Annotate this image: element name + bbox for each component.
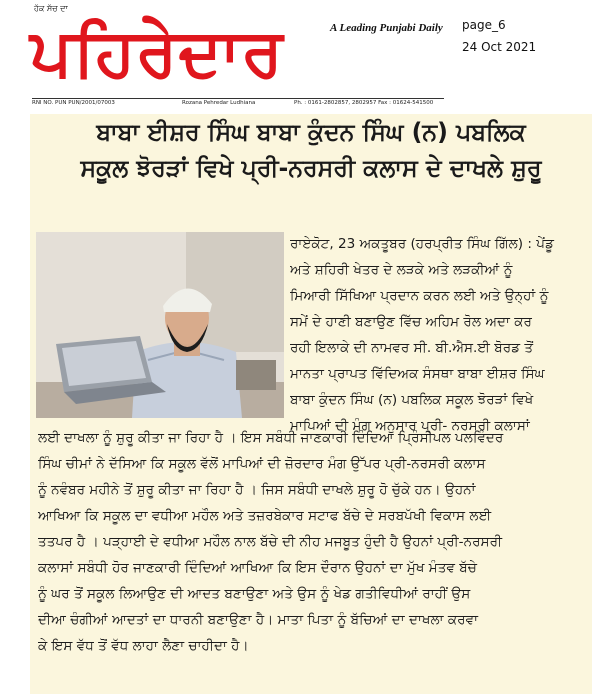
article-line: ਨੂੰ ਨਵੰਬਰ ਮਹੀਨੇ ਤੋਂ ਸ਼ੁਰੂ ਕੀਤਾ ਜਾ ਰਿਹਾ ਹੈ । ਜਿਸ ਸਬੰਧੀ ਦਾਖਲੇ ਸ਼ੁਰੂ ਹੋ ਚੁੱਕੇ ਹਨ। ਉਹਨਾਂ [38,482,476,498]
publication-date: 24 Oct 2021 [462,40,537,54]
article-line: ਰਹੀ ਇਲਾਕੇ ਦੀ ਨਾਮਵਰ ਸੀ. ਬੀ.ਐਸ.ਈ ਬੋਰਡ ਤੋਂ [290,340,534,356]
article-line: ਮਾਪਿਆਂ ਦੀ ਮੰਗ ਅਨੁਸਾਰ ਪ੍ਰੀ- ਨਰਸਰੀ ਕਲਾਸਾਂ [290,418,530,434]
headline-line-2: ਸਕੂਲ ਝੋਰੜਾਂ ਵਿਖੇ ਪ੍ਰੀ-ਨਰਸਰੀ ਕਲਾਸ ਦੇ ਦਾਖਲੇ ਸ਼ੁਰੂ [80,154,542,182]
headline-line-1: ਬਾਬਾ ਈਸ਼ਰ ਸਿੰਘ ਬਾਬਾ ਕੁੰਦਨ ਸਿੰਘ (ਨ) ਪਬਲਿਕ [96,118,526,146]
page-label: page_6 [462,18,506,32]
principal-photo-illustration [36,232,284,418]
article-body-text [38,425,586,659]
article-line: ਲਈ ਦਾਖਲਾ ਨੂੰ ਸ਼ੁਰੂ ਕੀਤਾ ਜਾ ਰਿਹਾ ਹੈ । ਇਸ ਸਬੰਧੀ ਜਾਣਕਾਰੀ ਦਿੰਦਿਆ ਪ੍ਰਿੰਸੀਪਲ ਪਲਵਿੰਦਰ [38,430,504,446]
article-column-text [290,231,590,439]
news-article [30,114,592,694]
masthead [0,0,600,112]
article-line: ਤਤਪਰ ਹੈ । ਪੜ੍ਹਾਈ ਦੇ ਵਧੀਆ ਮਹੌਲ ਨਾਲ ਬੱਚੇ ਦੀ ਨੀਹ ਮਜਬੂਤ ਹੁੰਦੀ ਹੈ ਉਹਨਾਂ ਪ੍ਰੀ-ਨਰਸਰੀ [38,534,503,550]
newspaper-logo: ਪਹਿਰੇਦਾਰ [30,14,284,91]
rni-number: RNI NO. PUN PUN/2001/07003 [32,100,115,106]
article-line: ਬਾਬਾ ਕੁੰਦਨ ਸਿੰਘ (ਨ) ਪਬਲਿਕ ਸਕੂਲ ਝੋਰੜਾਂ ਵਿਖੇ [290,392,534,408]
article-line: ਮਾਨਤਾ ਪ੍ਰਾਪਤ ਵਿੱਦਿਅਕ ਸੰਸਥਾ ਬਾਬਾ ਈਸ਼ਰ ਸਿੰਘ [290,366,545,382]
article-line: ਕੇ ਇਸ ਵੱਧ ਤੋਂ ਵੱਧ ਲਾਹਾ ਲੈਣਾ ਚਾਹੀਦਾ ਹੈ। [38,638,249,654]
place-label: Rozana Pehredar Ludhiana [182,100,256,106]
masthead-left-tagline: ਹੱਕ ਸੱਚ ਦਾ [34,4,68,13]
article-line: ਸਿੰਘ ਚੀਮਾਂ ਨੇ ਦੱਸਿਆ ਕਿ ਸਕੂਲ ਵੱਲੋਂ ਮਾਪਿਆਂ ਦੀ ਜ਼ੋਰਦਾਰ ਮੰਗ ਉੱਪਰ ਪ੍ਰੀ-ਨਰਸਰੀ ਕਲਾਸ [38,456,486,472]
article-line: ਆਖਿਆ ਕਿ ਸਕੂਲ ਦਾ ਵਧੀਆ ਮਹੌਲ ਅਤੇ ਤਜ਼ਰਬੇਕਾਰ ਸਟਾਫ ਬੱਚੇ ਦੇ ਸਰਬਪੱਖੀ ਵਿਕਾਸ ਲਈ [38,508,492,524]
principal-photo [36,232,284,418]
masthead-right-tagline: A Leading Punjabi Daily [330,22,443,34]
article-line: ਮਿਆਰੀ ਸਿੱਖਿਆ ਪ੍ਰਦਾਨ ਕਰਨ ਲਈ ਅਤੇ ਉਨ੍ਹਾਂ ਨੂੰ [290,288,549,304]
article-line: ਸਮੇਂ ਦੇ ਹਾਣੀ ਬਣਾਉਣ ਵਿੱਚ ਅਹਿਮ ਰੋਲ ਅਦਾ ਕਰ [290,314,532,330]
phone-label: Ph. : 0161-2802857, 2802957 Fax : 01624-541500 [294,100,434,106]
article-line: ਨੂੰ ਘਰ ਤੋਂ ਸਕੂਲ ਲਿਆਉਣ ਦੀ ਆਦਤ ਬਣਾਉਣਾ ਅਤੇ ਉਸ ਨੂੰ ਖੇਡ ਗਤੀਵਿਧੀਆਂ ਰਾਹੀਂ ਉਸ [38,586,471,602]
article-line: ਦੀਆ ਚੰਗੀਆਂ ਆਦਤਾਂ ਦਾ ਧਾਰਨੀ ਬਣਾਉਣਾ ਹੈ। ਮਾਤਾ ਪਿਤਾ ਨੂੰ ਬੱਚਿਆਂ ਦਾ ਦਾਖਲਾ ਕਰਵਾ [38,612,478,628]
masthead-meta-row [32,100,452,110]
article-line: ਰਾਏਕੋਟ, 23 ਅਕਤੂਬਰ (ਹਰਪ੍ਰੀਤ ਸਿੰਘ ਗਿੱਲ) : ਪੇਂਡੂ [290,236,554,252]
masthead-divider [32,98,444,99]
article-line: ਕਲਾਸਾਂ ਸਬੰਧੀ ਹੋਰ ਜਾਣਕਾਰੀ ਦਿੰਦਿਆਂ ਆਖਿਆ ਕਿ ਇਸ ਦੌਰਾਨ ਉਹਨਾਂ ਦਾ ਮੁੱਖ ਮੰਤਵ ਬੱਚੇ [38,560,477,576]
article-line: ਅਤੇ ਸ਼ਹਿਰੀ ਖੇਤਰ ਦੇ ਲੜਕੇ ਅਤੇ ਲੜਕੀਆਂ ਨੂੰ [290,262,513,278]
